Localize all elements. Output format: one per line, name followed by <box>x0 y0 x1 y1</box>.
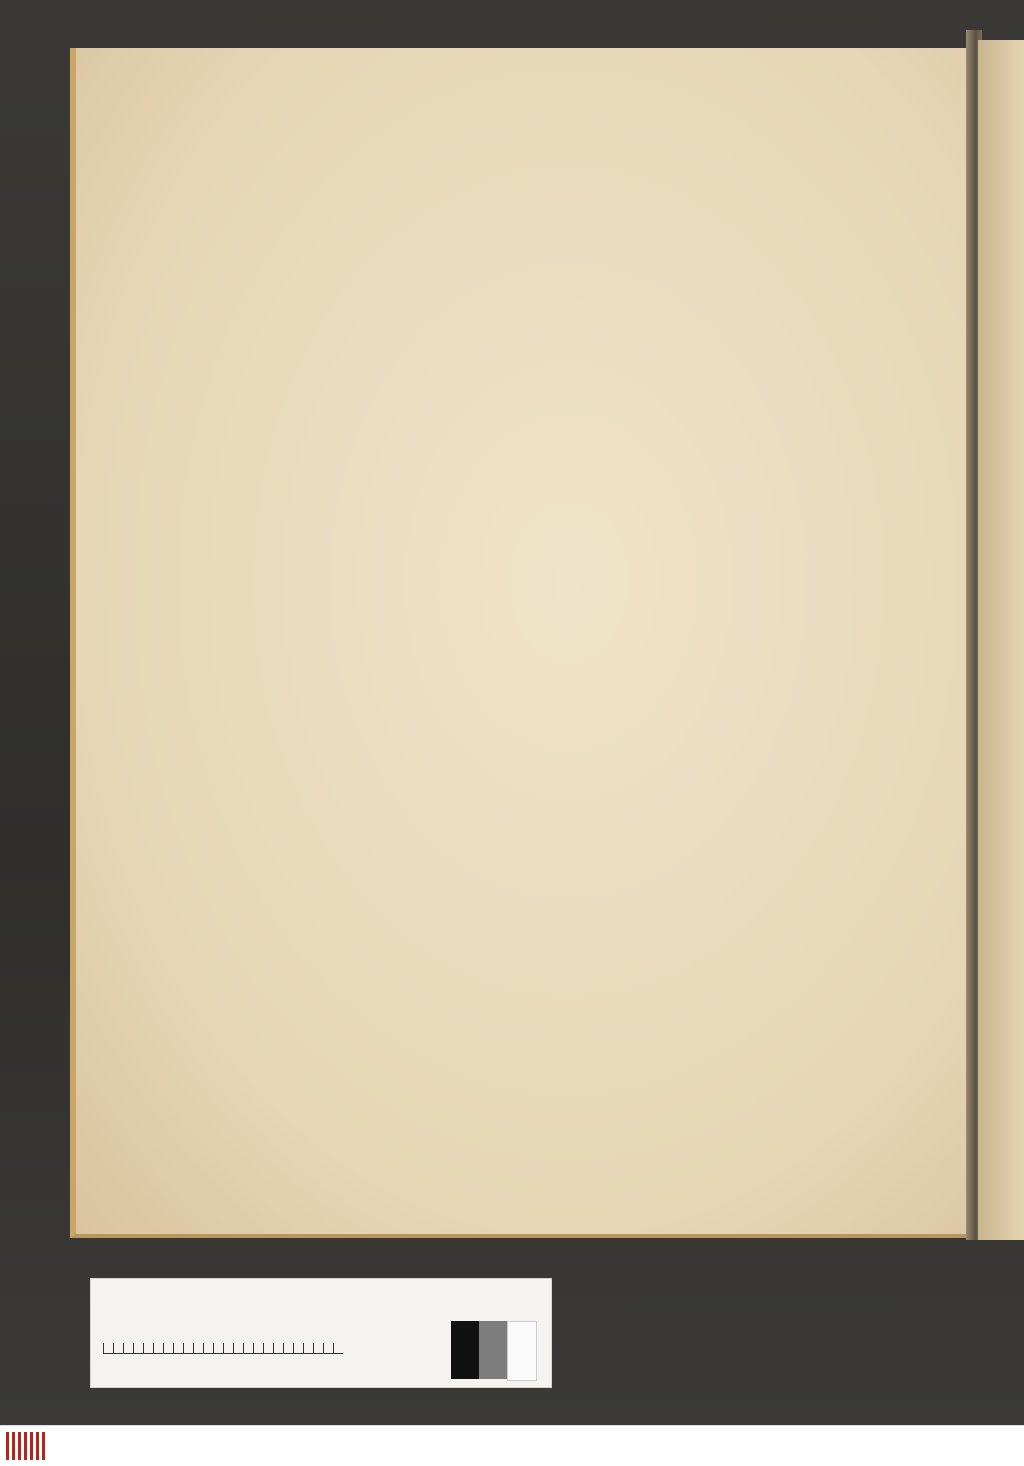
book-page <box>70 48 972 1238</box>
barcode-icon <box>6 1432 48 1460</box>
ruler-numbers <box>99 1359 359 1383</box>
gray-swatch-mid <box>479 1321 507 1379</box>
gray-swatch-white <box>507 1321 537 1381</box>
facing-page <box>978 40 1024 1240</box>
measure-ruler <box>103 1331 343 1354</box>
library-label <box>90 1278 552 1388</box>
running-head <box>242 110 902 150</box>
footer-bar <box>0 1425 1024 1466</box>
gray-swatch-black <box>451 1321 479 1379</box>
